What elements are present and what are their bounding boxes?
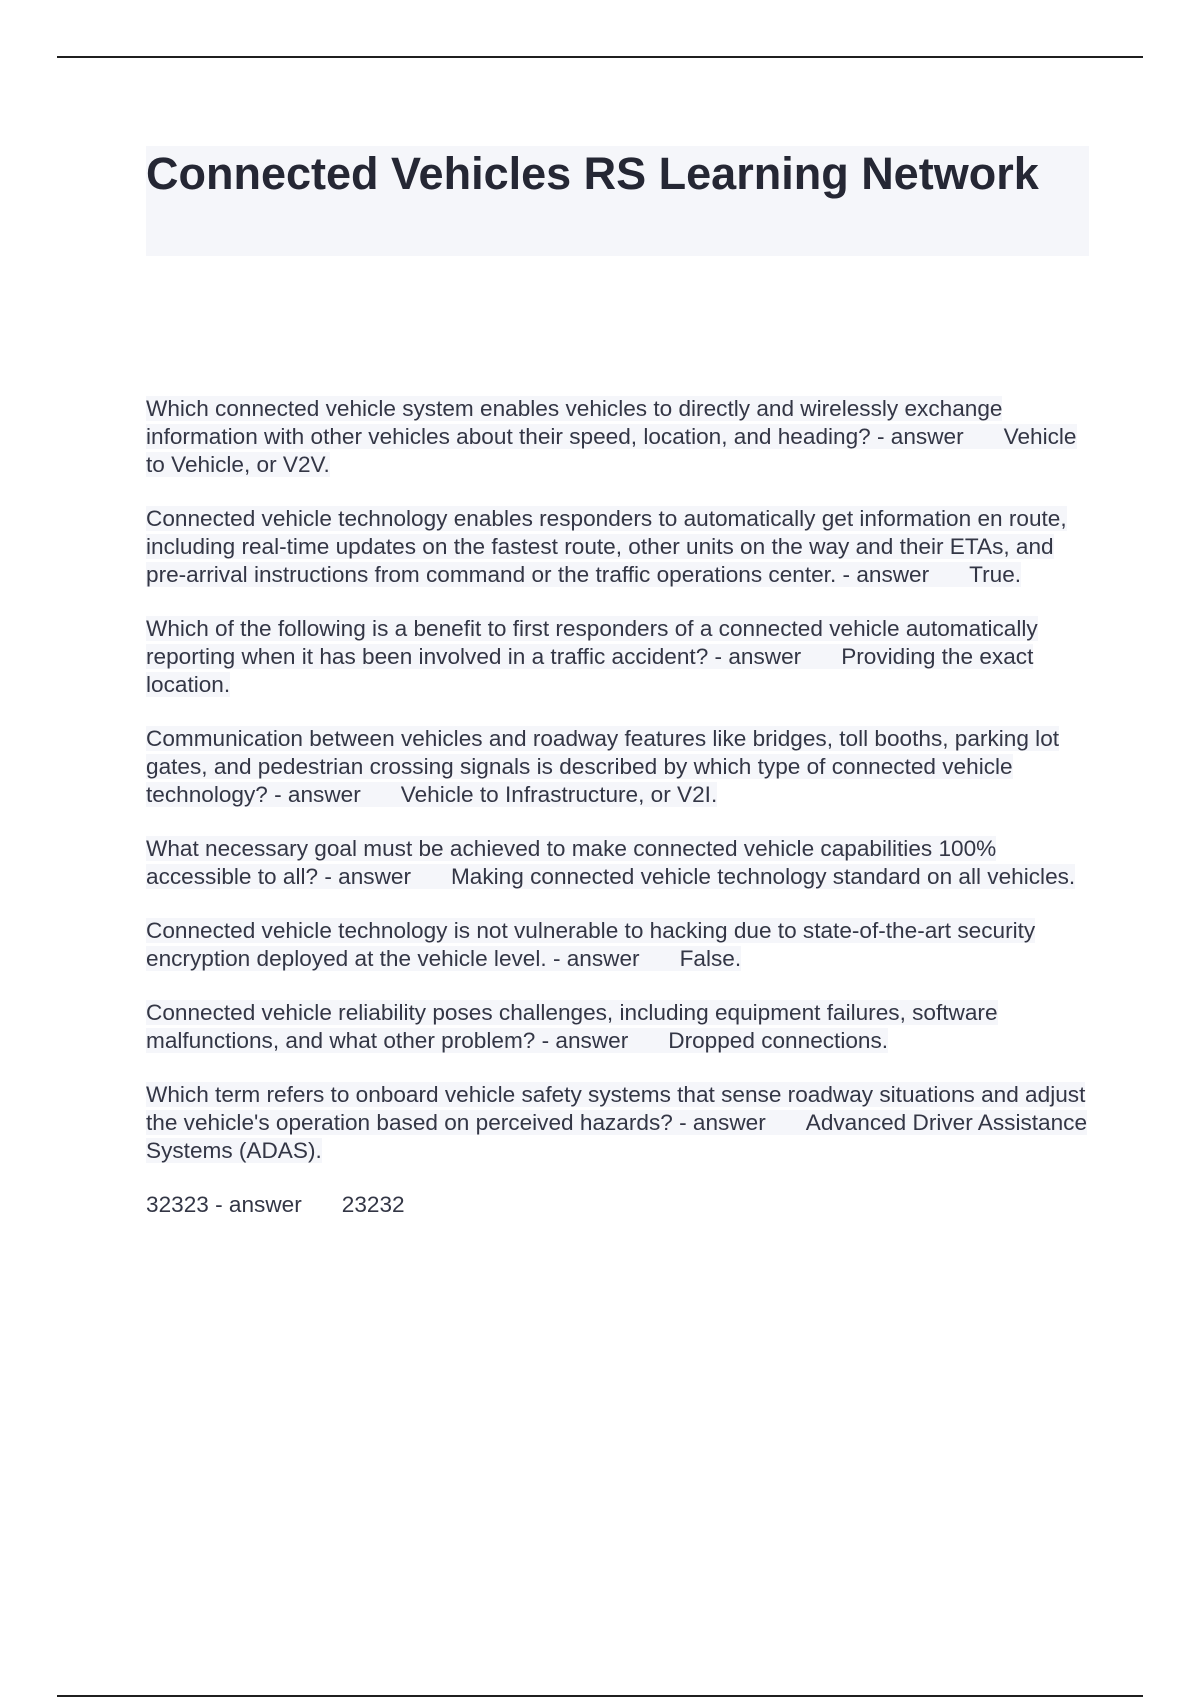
qa-answer: True.	[969, 562, 1022, 587]
qa-item	[146, 1081, 1090, 1165]
qa-item	[146, 395, 1090, 479]
qa-item	[146, 835, 1090, 891]
qa-answer: Advanced Driver Assistance Systems (ADAS).	[146, 1110, 1088, 1163]
qa-answer: False.	[679, 946, 742, 971]
qa-answer: Vehicle to Infrastructure, or V2I.	[400, 782, 718, 807]
qa-question: Connected vehicle reliability poses challenges, including equipment failures, software malfunctions, and what other problem? - answer	[146, 1000, 998, 1053]
qa-question: Which connected vehicle system enables vehicles to directly and wirelessly exchange information with other vehicles about their speed, location, and heading? - answer	[146, 396, 1003, 449]
qa-item	[146, 999, 1090, 1055]
qa-question: 32323 - answer	[146, 1192, 302, 1217]
qa-list	[146, 395, 1090, 1245]
qa-item	[146, 615, 1090, 699]
qa-question: Which term refers to onboard vehicle safety systems that sense roadway situations and adjust the vehicle's operation based on perceived hazards? - answer	[146, 1082, 1086, 1135]
qa-answer: Providing the exact location.	[146, 644, 1034, 697]
qa-question: What necessary goal must be achieved to make connected vehicle capabilities 100% accessible to all? - answer	[146, 836, 997, 889]
bottom-rule	[57, 1695, 1143, 1697]
qa-answer: 23232	[341, 1192, 405, 1217]
qa-answer: Making connected vehicle technology standard on all vehicles.	[450, 864, 1076, 889]
qa-item	[146, 1191, 1090, 1219]
qa-question: Communication between vehicles and roadway features like bridges, toll booths, parking lot gates, and pedestrian crossing signals is described by which type of connected vehicle technology? - answer	[146, 726, 1060, 807]
qa-question: Connected vehicle technology is not vulnerable to hacking due to state-of-the-art security encryption deployed at the vehicle level. - answer	[146, 918, 1036, 971]
top-rule	[57, 56, 1143, 58]
qa-item	[146, 725, 1090, 809]
qa-question: Which of the following is a benefit to first responders of a connected vehicle automatically reporting when it has been involved in a traffic accident? - answer	[146, 616, 1038, 669]
qa-answer: Dropped connections.	[668, 1028, 889, 1053]
qa-item	[146, 505, 1090, 589]
qa-question: Connected vehicle technology enables responders to automatically get information en route, including real-time updates on the fastest route, other units on the way and their ETAs, and pre-arrival instructions from command or the traffic operations center. - answer	[146, 506, 1067, 587]
qa-item	[146, 917, 1090, 973]
qa-answer: Vehicle to Vehicle, or V2V.	[146, 424, 1077, 477]
page-title: Connected Vehicles RS Learning Network	[146, 148, 1039, 199]
